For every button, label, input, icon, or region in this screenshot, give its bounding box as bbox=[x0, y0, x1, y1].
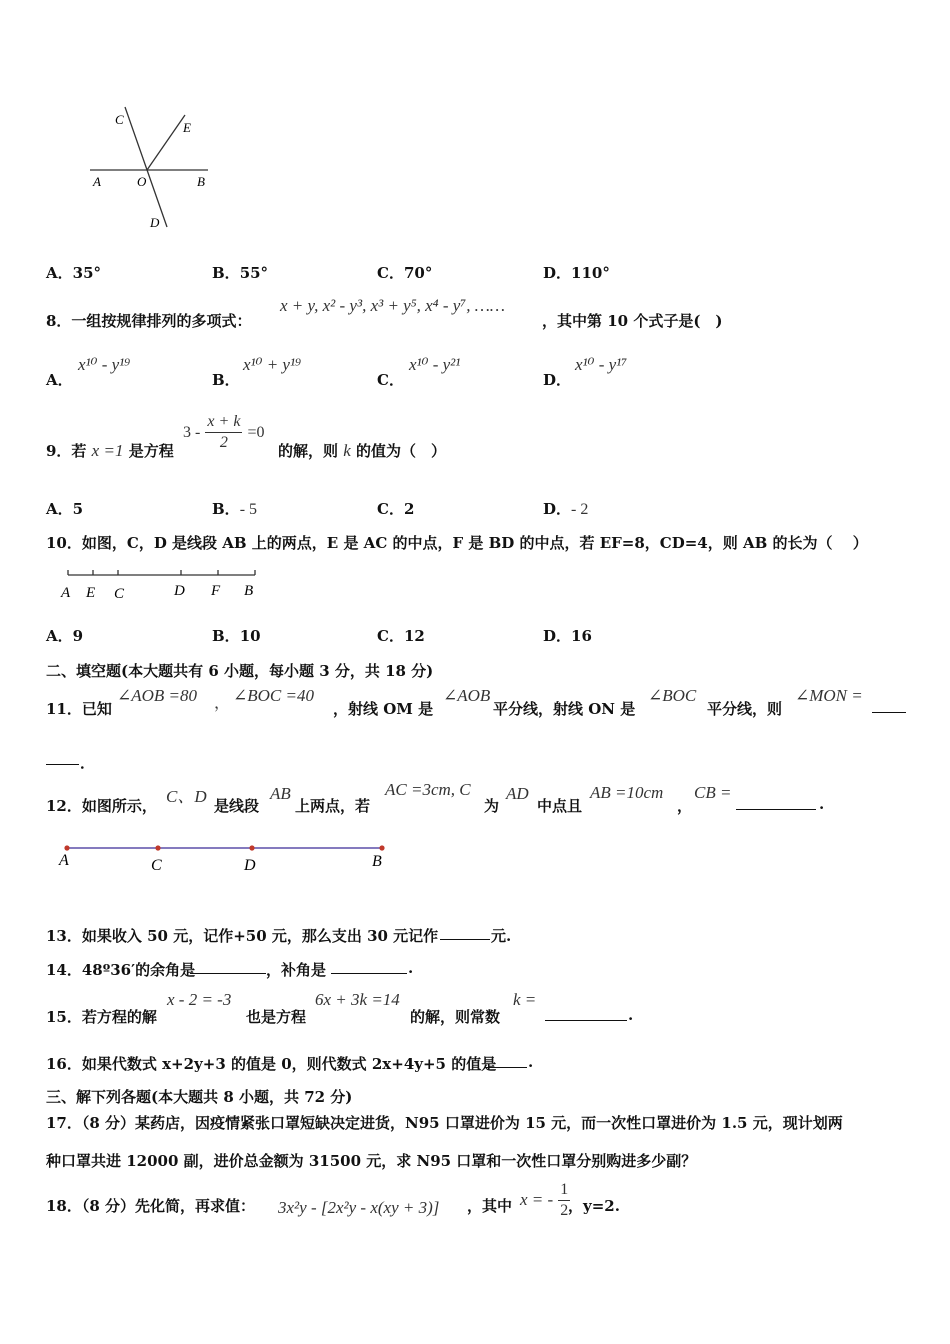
q14-end: . bbox=[408, 959, 414, 977]
q17-line-1: 17．（8 分）某药店，因疫情紧张口罩短缺决定进货，N95 口罩进价为 15 元，而一次性口罩进价为 1.5 元，现计划两 bbox=[46, 1114, 843, 1132]
q11-prefix: 11．已知 bbox=[46, 700, 112, 718]
q9-condition: x =1 bbox=[91, 441, 124, 460]
q12-answer-blank[interactable] bbox=[736, 795, 816, 810]
line-cd bbox=[125, 107, 167, 227]
q15-k: k = bbox=[513, 990, 537, 1009]
q12-segment-figure bbox=[55, 838, 395, 878]
q12-text-1: 是线段 bbox=[214, 797, 260, 815]
section-2-heading: 二、填空题(本大题共有 6 小题，每小题 3 分，共 18 分) bbox=[46, 662, 434, 680]
q11-angle-aob-2: ∠AOB bbox=[443, 686, 491, 705]
q18-text: ，其中 bbox=[467, 1197, 513, 1215]
q8-option-c-expr: x¹⁰ - y²¹ bbox=[409, 355, 461, 374]
q11-end: ． bbox=[80, 754, 96, 772]
q8-option-c: C． bbox=[377, 371, 404, 389]
section-3-heading: 三、解下列各题(本大题共 8 小题，共 72 分) bbox=[46, 1088, 353, 1106]
q8-suffix: ，其中第 10 个式子是( ) bbox=[542, 312, 723, 330]
q14-complement-blank[interactable] bbox=[190, 959, 266, 974]
label-a: A bbox=[93, 174, 101, 189]
q12-text-4: 中点且 bbox=[537, 797, 583, 815]
q9-suffix: 的解，则 k 的值为（ ） bbox=[278, 441, 447, 460]
q18-prefix: 18．（8 分）先化简，再求值： bbox=[46, 1197, 256, 1215]
q12-label-d: D bbox=[244, 857, 256, 874]
q8-option-a: A． bbox=[46, 371, 73, 389]
q18-expression: 3x²y - [2x²y - x(xy + 3)] bbox=[278, 1198, 440, 1217]
q12-label-a: A bbox=[59, 852, 69, 869]
q12-label-b: B bbox=[372, 853, 382, 870]
q10-option-a: A．9 bbox=[46, 627, 84, 645]
q14-text-b: ，补角是 bbox=[266, 961, 327, 979]
q10-label-e: E bbox=[86, 585, 96, 601]
q11-text-1: ，射线 OM 是 bbox=[333, 700, 434, 718]
q8-option-d: D． bbox=[543, 371, 572, 389]
q11-answer-blank-cont[interactable] bbox=[46, 750, 79, 765]
q9-option-a: A．5 bbox=[46, 500, 84, 518]
q8-option-d-expr: x¹⁰ - y¹⁷ bbox=[575, 355, 628, 374]
q12-prefix: 12．如图所示， bbox=[46, 797, 157, 815]
q10-label-f: F bbox=[211, 583, 221, 599]
q12-ac: AC =3cm, C bbox=[385, 780, 471, 799]
q9-equation: 3 - $\frac{x + k}{2}$ =0 bbox=[183, 413, 265, 451]
q12-points-cd: C、D bbox=[166, 787, 207, 806]
q11-text-2: 平分线，射线 ON 是 bbox=[493, 700, 636, 718]
q10-label-d: D bbox=[174, 583, 185, 599]
label-e: E bbox=[183, 120, 191, 135]
q12-label-c: C bbox=[151, 857, 162, 874]
q8-option-b: B． bbox=[212, 371, 240, 389]
q11-text-3: 平分线，则 bbox=[707, 700, 783, 718]
q15-end: . bbox=[628, 1006, 634, 1024]
q9-stem: 9．若 x =1 是方程 bbox=[46, 441, 174, 460]
q13-text: 13．如果收入 50 元，记作+50 元，那么支出 30 元记作 bbox=[46, 927, 439, 945]
label-d: D bbox=[150, 215, 160, 230]
q14-text-a: 14．48º36′的余角是 bbox=[46, 961, 196, 979]
q15-eq-2: 6x + 3k =14 bbox=[315, 990, 400, 1009]
q10-option-b: B．10 bbox=[212, 627, 261, 645]
q12-text-2: 上两点，若 bbox=[295, 797, 371, 815]
q7-option-b: B．55° bbox=[212, 264, 269, 282]
q11-angle-aob: ∠AOB =80 bbox=[117, 686, 198, 705]
q12-text-5: ， bbox=[677, 797, 693, 815]
q12-ad: AD bbox=[506, 784, 529, 803]
q12-cb: CB = bbox=[694, 783, 732, 802]
q8-option-a-expr: x¹⁰ - y¹⁹ bbox=[78, 355, 131, 374]
q12-text-3: 为 bbox=[484, 797, 500, 815]
q10-label-b: B bbox=[244, 583, 254, 599]
label-o: O bbox=[137, 174, 147, 189]
q11-angle-boc-2: ∠BOC bbox=[648, 686, 697, 705]
q11-angle-mon: ∠MON = bbox=[795, 686, 863, 705]
q15-text: 的解，则常数 bbox=[410, 1008, 501, 1026]
q8-option-b-expr: x¹⁰ + y¹⁹ bbox=[243, 355, 301, 374]
q12-end: . bbox=[819, 795, 825, 813]
q10-option-c: C．12 bbox=[377, 627, 425, 645]
q7-option-d: D．110° bbox=[543, 264, 610, 282]
q13-answer-blank[interactable] bbox=[440, 925, 490, 940]
q12-ab: AB bbox=[270, 784, 291, 803]
q8-stem: 8．一组按规律排列的多项式： bbox=[46, 312, 252, 330]
q12-ab10: AB =10cm bbox=[590, 783, 664, 802]
q10-option-d: D．16 bbox=[543, 627, 592, 645]
q11-sep: ， bbox=[214, 695, 231, 712]
q16-end: . bbox=[528, 1053, 534, 1071]
q10-label-c: C bbox=[114, 586, 125, 602]
q13-end: 元. bbox=[491, 927, 512, 945]
q10-label-a: A bbox=[61, 585, 71, 601]
q8-series: x + y, x² - y³, x³ + y⁵, x⁴ - y⁷, …… bbox=[280, 296, 505, 315]
label-c: C bbox=[115, 112, 124, 127]
angle-figure bbox=[85, 100, 220, 235]
q10-stem: 10．如图，C，D 是线段 AB 上的两点，E 是 AC 的中点，F 是 BD 的中点，若 EF=8，CD=4，则 AB 的长为（ ） bbox=[46, 534, 868, 552]
q15-mid: 也是方程 bbox=[246, 1008, 307, 1026]
q15-eq-1: x - 2 = -3 bbox=[167, 990, 232, 1009]
q9-option-c: C．2 bbox=[377, 500, 415, 518]
q9-option-d: D．- 2 bbox=[543, 500, 589, 518]
q9-option-b: B．- 5 bbox=[212, 500, 258, 518]
q18-end: ，y=2. bbox=[568, 1197, 620, 1215]
q15-prefix: 15．若方程的解 bbox=[46, 1008, 157, 1026]
q14-supplement-blank[interactable] bbox=[331, 959, 407, 974]
q10-segment-figure bbox=[55, 563, 275, 608]
q7-option-c: C．70° bbox=[377, 264, 433, 282]
q15-answer-blank[interactable] bbox=[545, 1006, 627, 1021]
q11-answer-blank[interactable] bbox=[872, 698, 906, 713]
q18-x-value: x = - $\frac{1}{2}$ bbox=[520, 1181, 569, 1219]
q7-option-a: A．35° bbox=[46, 264, 102, 282]
q17-line-2: 种口罩共进 12000 副，进价总金额为 31500 元，求 N95 口罩和一次性口罩分别购进多少副？ bbox=[46, 1152, 697, 1170]
q16-answer-blank[interactable] bbox=[485, 1053, 527, 1068]
label-b: B bbox=[197, 174, 205, 189]
q11-angle-boc: ∠BOC =40 bbox=[233, 686, 314, 705]
q16-text: 16．如果代数式 x+2y+3 的值是 0，则代数式 2x+4y+5 的值是 bbox=[46, 1055, 497, 1073]
ray-oe bbox=[147, 115, 185, 170]
